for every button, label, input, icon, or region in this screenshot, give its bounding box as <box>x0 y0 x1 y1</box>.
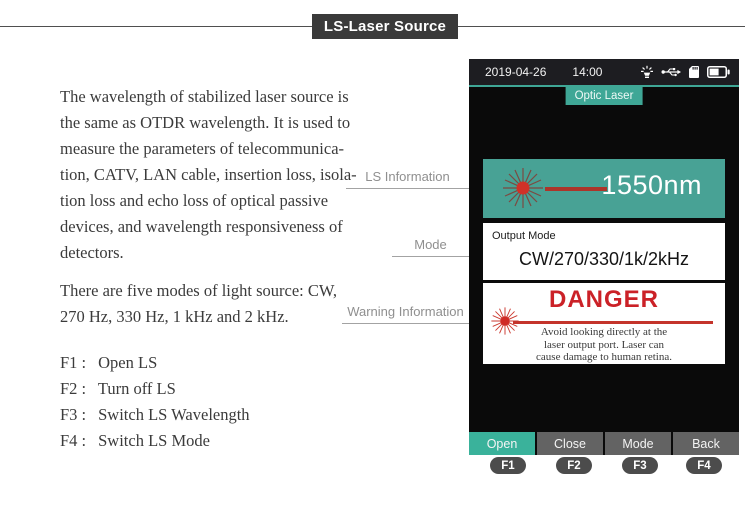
function-key-description: Turn off LS <box>97 379 176 398</box>
laser-beam-icon <box>501 166 545 210</box>
softkey-back: Back <box>673 432 739 455</box>
status-time: 14:00 <box>572 65 603 79</box>
output-mode-panel <box>483 223 725 280</box>
callout-warning-information: Warning Information <box>342 304 469 324</box>
paragraph-line: devices, and wavelength responsiveness of <box>60 217 343 236</box>
wavelength-value: 1550nm <box>601 170 702 200</box>
laser-beam-line <box>545 187 607 191</box>
warning-panel <box>483 283 725 364</box>
fkey-pill-f3: F3 <box>622 457 658 474</box>
screen-tab: Optic Laser <box>566 87 643 105</box>
battery-icon <box>707 66 730 78</box>
function-key: F4 : <box>60 431 87 450</box>
status-bar <box>469 59 739 87</box>
paragraph-line: measure the parameters of telecommunica- <box>60 139 345 158</box>
output-mode-label: Output Mode <box>492 230 556 242</box>
paragraph-line: the same as OTDR wavelength. It is used to <box>60 113 351 132</box>
function-key: F2 : <box>60 379 87 398</box>
callout-mode: Mode <box>392 237 469 257</box>
status-date: 2019-04-26 <box>485 65 547 79</box>
paragraph-line: detectors. <box>60 243 124 262</box>
paragraph-line: There are five modes of light source: CW, <box>60 281 338 300</box>
function-key-description: Open LS <box>98 353 158 372</box>
paragraph-line: tion loss and echo loss of optical passive <box>60 191 329 210</box>
list-item <box>60 402 410 428</box>
description-block <box>60 84 410 454</box>
laser-indicator-icon <box>640 65 654 79</box>
paragraph-line: The wavelength of stabilized laser source is <box>60 87 349 106</box>
fkey-pill-f4: F4 <box>686 457 722 474</box>
list-item <box>60 350 410 376</box>
danger-title: DANGER <box>548 286 659 313</box>
function-key-description: Switch LS Mode <box>98 431 210 450</box>
fkey-pill-f2: F2 <box>556 457 592 474</box>
page-title <box>312 14 458 39</box>
softkey-open: Open <box>469 432 535 455</box>
page-title-label: LS-Laser Source <box>323 18 447 35</box>
warning-message-line: laser output port. Laser can <box>543 338 665 351</box>
sd-card-icon <box>688 65 700 79</box>
paragraph-line: tion, CATV, LAN cable, insertion loss, isola- <box>60 165 357 184</box>
list-item <box>60 428 410 454</box>
function-key: F3 : <box>60 405 87 424</box>
output-mode-value: CW/270/330/1k/2kHz <box>518 249 690 269</box>
fkey-pill-f1: F1 <box>490 457 526 474</box>
paragraph-line: 270 Hz, 330 Hz, 1 kHz and 2 kHz. <box>60 307 289 326</box>
usb-icon <box>661 66 681 78</box>
function-key-list <box>60 350 410 454</box>
softkey-bar <box>469 432 739 455</box>
softkey-close: Close <box>537 432 603 455</box>
list-item <box>60 376 410 402</box>
function-key: F1 : <box>60 353 87 372</box>
callout-ls-information: LS Information <box>346 169 469 189</box>
ls-information-panel <box>483 159 725 218</box>
softkey-mode: Mode <box>605 432 671 455</box>
function-key-description: Switch LS Wavelength <box>98 405 250 424</box>
warning-message <box>483 326 725 364</box>
warning-message-line: cause damage to human retina. <box>536 351 672 364</box>
device-screen <box>469 59 739 455</box>
status-icons <box>640 59 730 85</box>
danger-beam-line <box>513 321 713 324</box>
warning-message-line: Avoid looking directly at the <box>540 326 668 338</box>
